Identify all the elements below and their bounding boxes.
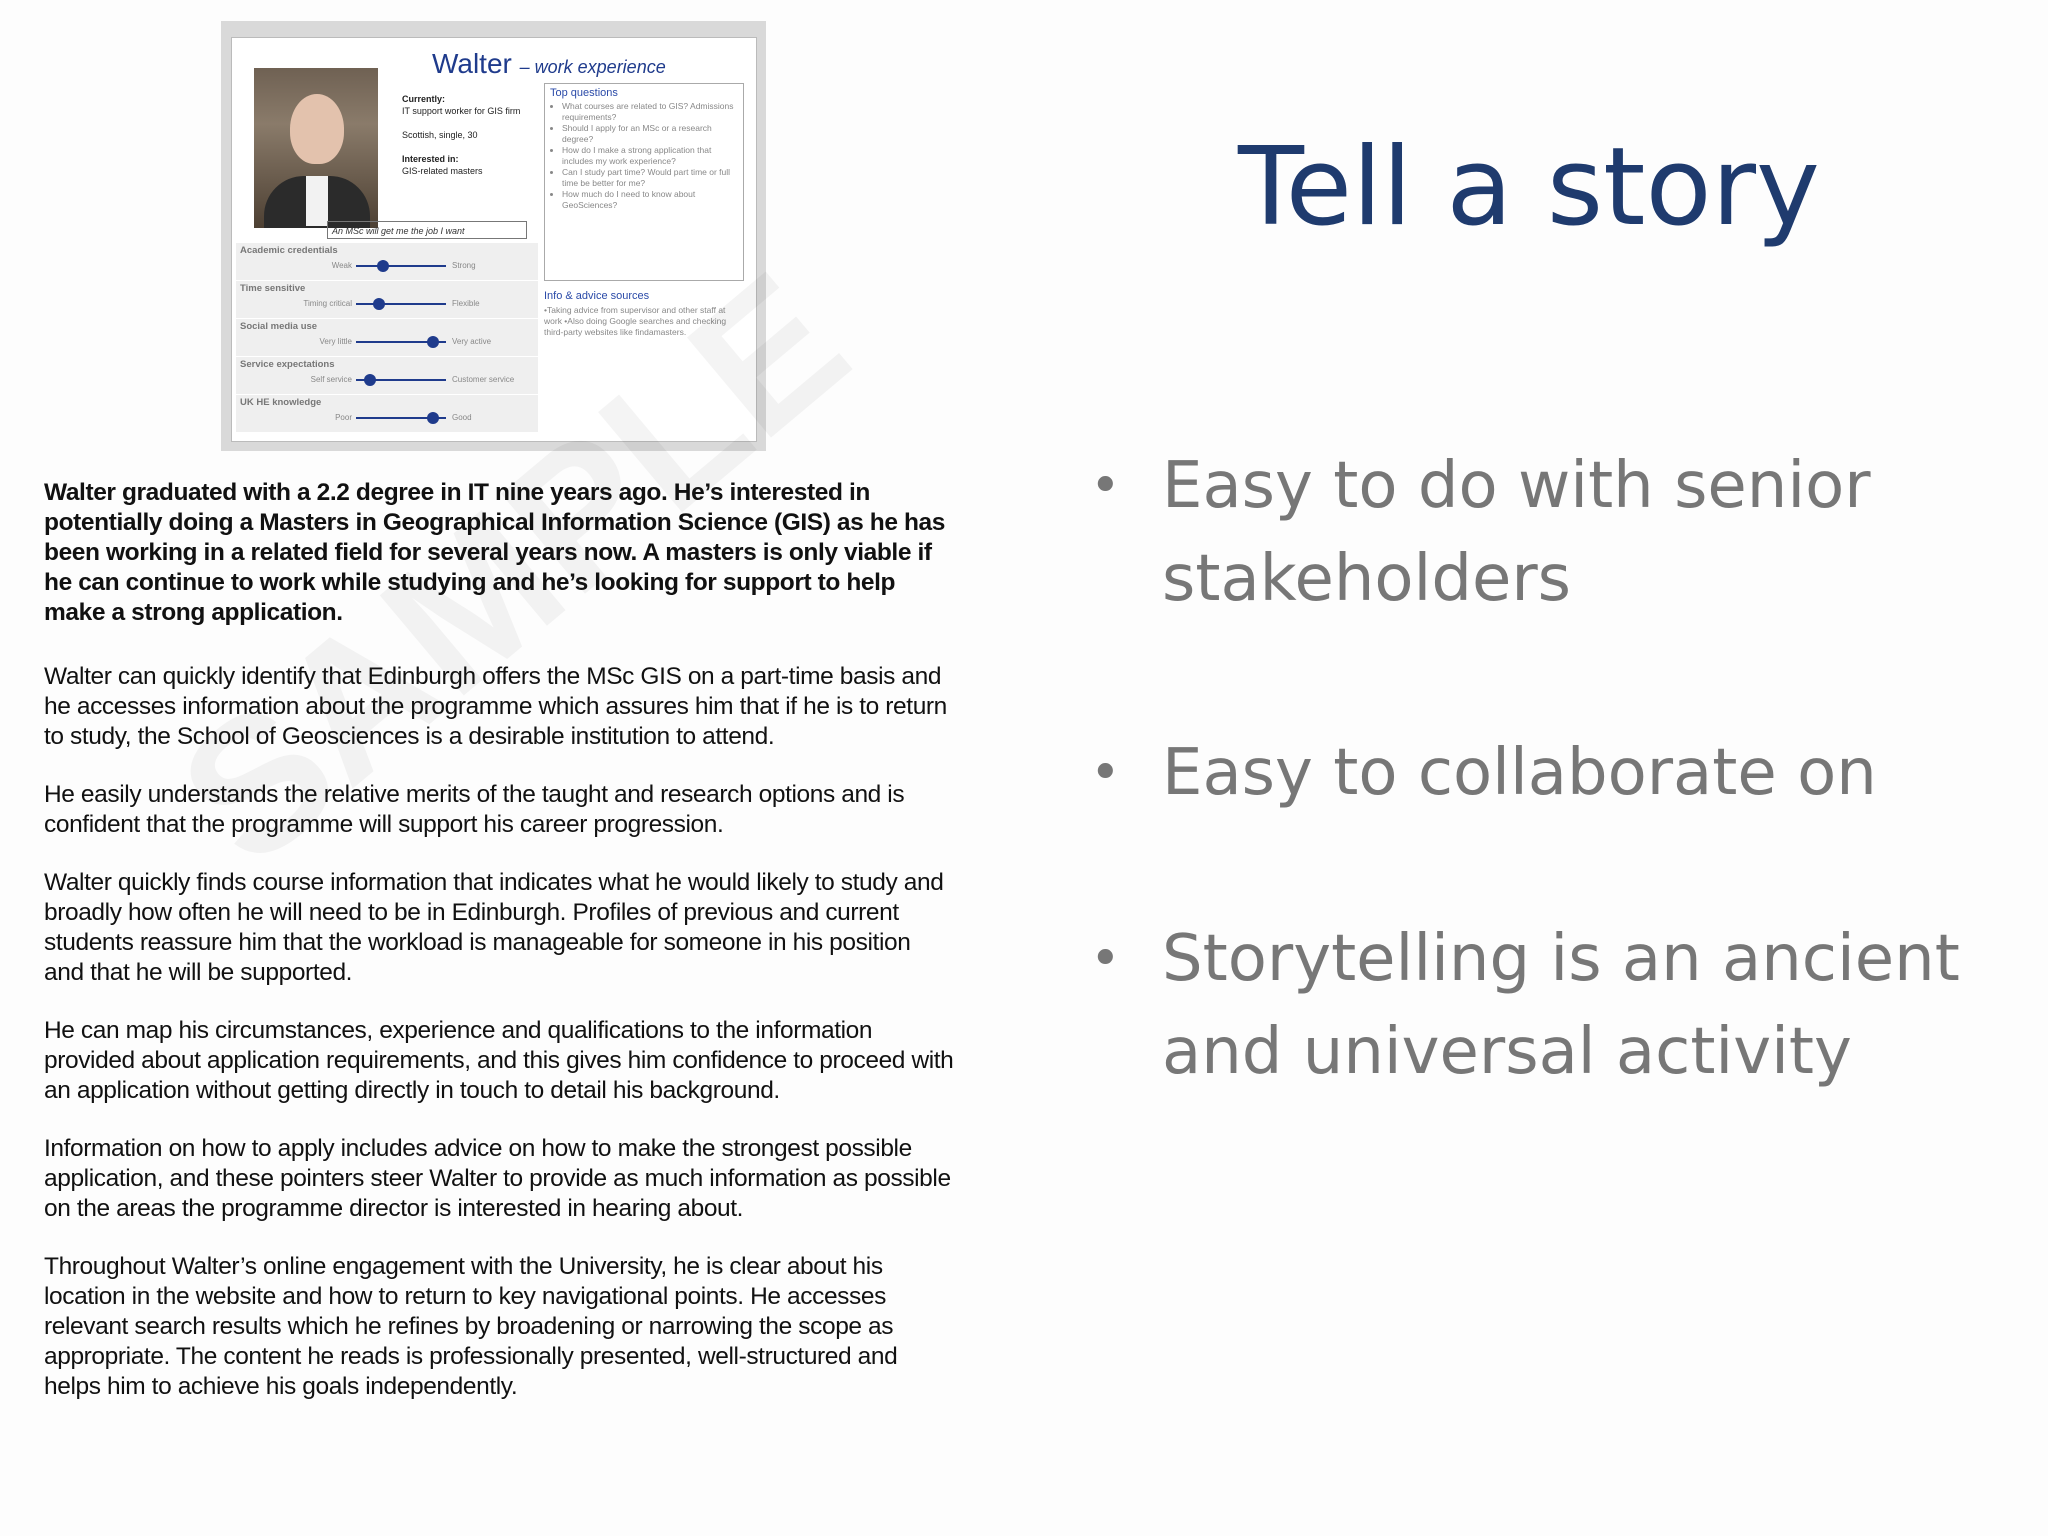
interested-label: Interested in: xyxy=(402,154,459,164)
slider-label: Time sensitive xyxy=(240,283,306,294)
currently-value: IT support worker for GIS firm xyxy=(402,106,521,116)
question-item: • How much do I need to know about GeoSciences? xyxy=(562,189,738,211)
question-item: • What courses are related to GIS? Admissions requirements? xyxy=(562,101,738,123)
slider-label: Social media use xyxy=(240,321,318,332)
persona-quote: An MSc will get me the job I want xyxy=(327,221,527,239)
slider-knob xyxy=(373,298,385,310)
bullet-item: • Easy to collaborate on xyxy=(1090,727,2030,820)
slider-track xyxy=(356,265,446,267)
slider-academic-credentials xyxy=(236,243,538,280)
slider-service-expectations xyxy=(236,357,538,394)
top-questions-title: Top questions xyxy=(550,87,618,99)
slider-social-media-use xyxy=(236,319,538,356)
persona-name-text: Walter xyxy=(432,48,512,79)
slider-high-label: Good xyxy=(452,413,472,422)
top-questions-box xyxy=(544,83,744,281)
slider-knob xyxy=(427,336,439,348)
story-paragraph: Throughout Walter’s online engagement with the University, he is clear about his location in the website and how to return to key navigational points. He accesses relevant search results which he refines by broadening or narrowing the scope as appropriate. The content he reads is professionally presented, well-structured and helps him to achieve his goals independently. xyxy=(44,1253,898,1400)
slider-track xyxy=(356,303,446,305)
persona-facts xyxy=(402,93,522,177)
story-paragraph: He easily understands the relative merits of the taught and research options and is confident that the programme will support his career progression. xyxy=(44,781,905,838)
slider-high-label: Flexible xyxy=(452,299,480,308)
interested-value: GIS-related masters xyxy=(402,166,483,176)
persona-role: – work experience xyxy=(519,57,666,77)
slide-bullets xyxy=(1090,440,2030,1099)
slider-knob xyxy=(364,374,376,386)
persona-story xyxy=(44,478,954,1430)
slider-high-label: Very active xyxy=(452,337,492,346)
question-item: • Can I study part time? Would part time or full time be better for me? xyxy=(562,167,738,189)
slider-low-label: Timing critical xyxy=(303,299,352,308)
story-paragraph: Information on how to apply includes advice on how to make the strongest possible application, and these pointers steer Walter to provide as much information as possible on the areas the programme director is interested in hearing about. xyxy=(44,1135,951,1222)
story-paragraph: He can map his circumstances, experience and qualifications to the information provided about application requirements, and this gives him confidence to proceed with an application without getting directly in touch to detail his background. xyxy=(44,1017,954,1104)
slide-title: Tell a story xyxy=(1238,125,1820,250)
slider-label: Service expectations xyxy=(240,359,335,370)
question-item: • Should I apply for an MSc or a research degree? xyxy=(562,123,738,145)
slider-low-label: Self service xyxy=(310,375,352,384)
slider-knob xyxy=(427,412,439,424)
persona-sliders xyxy=(236,243,538,433)
slider-high-label: Strong xyxy=(452,261,476,270)
slider-high-label: Customer service xyxy=(452,375,515,384)
persona-name xyxy=(432,48,666,80)
slider-time-sensitive xyxy=(236,281,538,318)
slider-knob xyxy=(377,260,389,272)
personal-details: Scottish, single, 30 xyxy=(402,130,478,140)
bullet-item: • Storytelling is an ancient and universal activity xyxy=(1090,913,2030,1099)
currently-label: Currently: xyxy=(402,94,446,104)
slider-uk-he-knowledge xyxy=(236,395,538,432)
slider-label: Academic credentials xyxy=(240,245,338,256)
sources-text: •Taking advice from supervisor and other staff at work •Also doing Google searches and checking third-party websites like findamasters. xyxy=(544,305,727,337)
slider-low-label: Poor xyxy=(335,413,352,422)
story-paragraph: Walter quickly finds course information that indicates what he would likely to study and broadly how often he will need to be in Edinburgh. Profiles of previous and current students reassure him that the workload is manageable for someone in his position and that he will be supported. xyxy=(44,869,944,986)
sources-title: Info & advice sources xyxy=(544,290,650,302)
story-paragraph: Walter can quickly identify that Edinburgh offers the MSc GIS on a part-time basis and he accesses information about the programme which assures him that if he is to return to study, the School of Geosciences is a desirable institution to attend. xyxy=(44,663,947,750)
persona-photo xyxy=(254,68,378,228)
question-item: • How do I make a strong application that includes my work experience? xyxy=(562,145,738,167)
slider-low-label: Weak xyxy=(331,261,352,270)
slider-label: UK HE knowledge xyxy=(240,397,322,408)
top-questions-list xyxy=(550,101,738,211)
story-intro: Walter graduated with a 2.2 degree in IT nine years ago. He’s interested in potentially doing a Masters in Geographical Information Science (GIS) as he has been working in a related field for several years now. A masters is only viable if he can continue to work while studying and he’s looking for support to help make a strong application. xyxy=(44,479,945,626)
slider-low-label: Very little xyxy=(319,337,352,346)
bullet-item: • Easy to do with senior stakeholders xyxy=(1090,440,2030,626)
